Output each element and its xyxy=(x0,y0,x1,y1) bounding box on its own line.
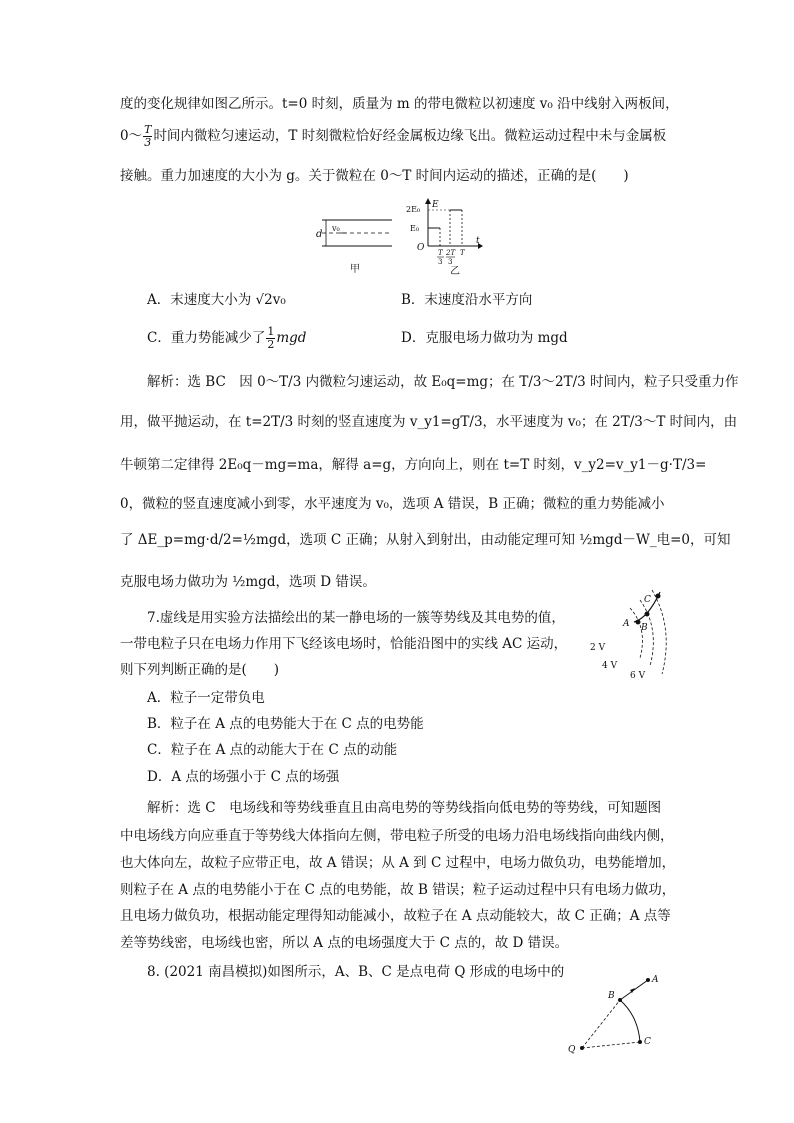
q7-solution-line-5: 且电场力做负功，根据动能定理得知动能减小，故粒子在 A 点动能较大，故 C 正确；A 点等 xyxy=(120,908,671,924)
q7-solution-line-1: 解析：选 C 电场线和等势线垂直且由高电势的等势线指向低电势的等势线，可知题图 xyxy=(147,800,662,816)
q6-option-a: A．末速度大小为 √2v₀ xyxy=(147,292,286,308)
q6-solution-line-5: 了 ΔE_p=mg·d/2=½mgd，选项 C 正确；从射入到射出，由动能定理可知 ½mgd－W_电=0，可知 xyxy=(120,532,731,548)
fraction-t-over-3: $\frac{T}{3}$ xyxy=(144,123,152,149)
q6-solution-line-1: 解析：选 BC 因 0～T/3 内微粒匀速运动，故 E₀q=mg；在 T/3～2T/3 时间内，粒子只受重力作 xyxy=(147,374,739,390)
point-a-label: A xyxy=(623,619,630,629)
potential-4v: 4 V xyxy=(602,661,618,671)
label-d: d xyxy=(316,229,323,240)
q6-solution-line-3: 牛顿第二定律得 2E₀q－mg=ma，解得 a=g，方向向上，则在 t=T 时刻，v_y2=v_y1－g·T/3= xyxy=(120,457,707,473)
origin-o: O xyxy=(417,243,425,253)
q7-option-a: A．粒子一定带负电 xyxy=(147,690,265,706)
tick-2t3-num: 2T xyxy=(446,249,456,257)
figure-equipotential xyxy=(590,588,670,680)
potential-6v: 6 V xyxy=(630,671,646,680)
figure-jia xyxy=(316,212,396,282)
q7-solution-line-6: 差等势线密，电场线也密，所以 A 点的电场强度大于 C 点的，故 D 错误。 xyxy=(120,935,569,951)
q7-option-b: B．粒子在 A 点的电势能大于在 C 点的电势能 xyxy=(147,716,424,732)
label-v0: v₀ xyxy=(332,224,340,233)
tick-t3-num: T xyxy=(438,249,443,257)
q7-solution-line-3: 也大体向左，故粒子应带正电，故 A 错误；从 A 到 C 过程中，电场力做负功，电势能增加， xyxy=(120,855,676,871)
q7-option-d: D．A 点的场强小于 C 点的场强 xyxy=(147,769,340,785)
figure-point-charge xyxy=(560,970,670,1062)
potential-2v: 2 V xyxy=(590,643,606,653)
q6-option-c: C．重力势能减少了 $\frac{1}{2}$ mgd xyxy=(147,325,307,351)
fraction-one-half: $\frac{1}{2}$ xyxy=(267,325,275,351)
tick-t3-den: 3 xyxy=(438,258,443,266)
q8-stem-line-1: 8. (2021 南昌模拟)如图所示，A、B、C 是点电荷 Q 形成的电场中的 xyxy=(147,964,565,980)
q8-point-q-label: Q xyxy=(568,1045,576,1055)
q6-stem-line-3: 接触。重力加速度的大小为 g。关于微粒在 0～T 时间内运动的描述，正确的是( ) xyxy=(120,168,629,184)
q6-stem-line-2: 0～ $\frac{T}{3}$ 时间内微粒匀速运动，T 时刻微粒恰好经金属板边缘飞出。微粒运动过程中未与金属板 xyxy=(120,123,667,149)
label-e0: E₀ xyxy=(410,224,420,233)
axis-t: t xyxy=(476,236,480,246)
label-2e0: 2E₀ xyxy=(406,205,421,214)
tick-t: T xyxy=(460,249,465,257)
q7-stem-line-1: 7.虚线是用实验方法描绘出的某一静电场的一簇等势线及其电势的值， xyxy=(147,610,565,626)
tick-2t3-den: 3 xyxy=(448,258,453,266)
q6-solution-line-4: 0，微粒的竖直速度减小到零，水平速度为 v₀，选项 A 错误，B 正确；微粒的重力势能减小 xyxy=(120,496,665,512)
q8-point-c-label: C xyxy=(644,1037,651,1047)
point-c-label: C xyxy=(644,595,651,605)
q7-solution-line-2: 中电场线方向应垂直于等势线大体指向左侧，带电粒子所受的电场力沿电场线指向曲线内侧， xyxy=(120,828,674,844)
q6-option-b: B．末速度沿水平方向 xyxy=(401,292,533,308)
q6-solution-line-6: 克服电场力做功为 ½mgd，选项 D 错误。 xyxy=(120,574,376,590)
q7-solution-line-4: 则粒子在 A 点的电势能小于在 C 点的电势能，故 B 错误；粒子运动过程中只有电场力做功， xyxy=(120,882,676,898)
caption-jia: 甲 xyxy=(350,264,360,275)
axis-e: E xyxy=(432,200,439,210)
q6-solution-line-2: 用，做平抛运动，在 t=2T/3 时刻的竖直速度为 v_y1=gT/3，水平速度为 v₀；在 2T/3～T 时间内，由 xyxy=(120,414,738,430)
q7-stem-line-2: 一带电粒子只在电场力作用下飞经该电场时，恰能沿图中的实线 AC 运动， xyxy=(120,636,568,652)
q6-option-d: D．克服电场力做功为 mgd xyxy=(401,330,568,346)
q8-point-a-label: A xyxy=(652,975,659,985)
point-b-label: B xyxy=(641,623,648,633)
q6-stem-line-1: 度的变化规律如图乙所示。t=0 时刻，质量为 m 的带电微粒以初速度 v₀ 沿中线射入两板间， xyxy=(120,96,679,112)
q7-stem-line-3: 则下列判断正确的是( ) xyxy=(120,662,280,678)
q8-point-b-label: B xyxy=(608,991,615,1001)
caption-yi: 乙 xyxy=(450,266,460,277)
q7-option-c: C．粒子在 A 点的动能大于在 C 点的动能 xyxy=(147,742,398,758)
figure-yi xyxy=(404,198,484,280)
